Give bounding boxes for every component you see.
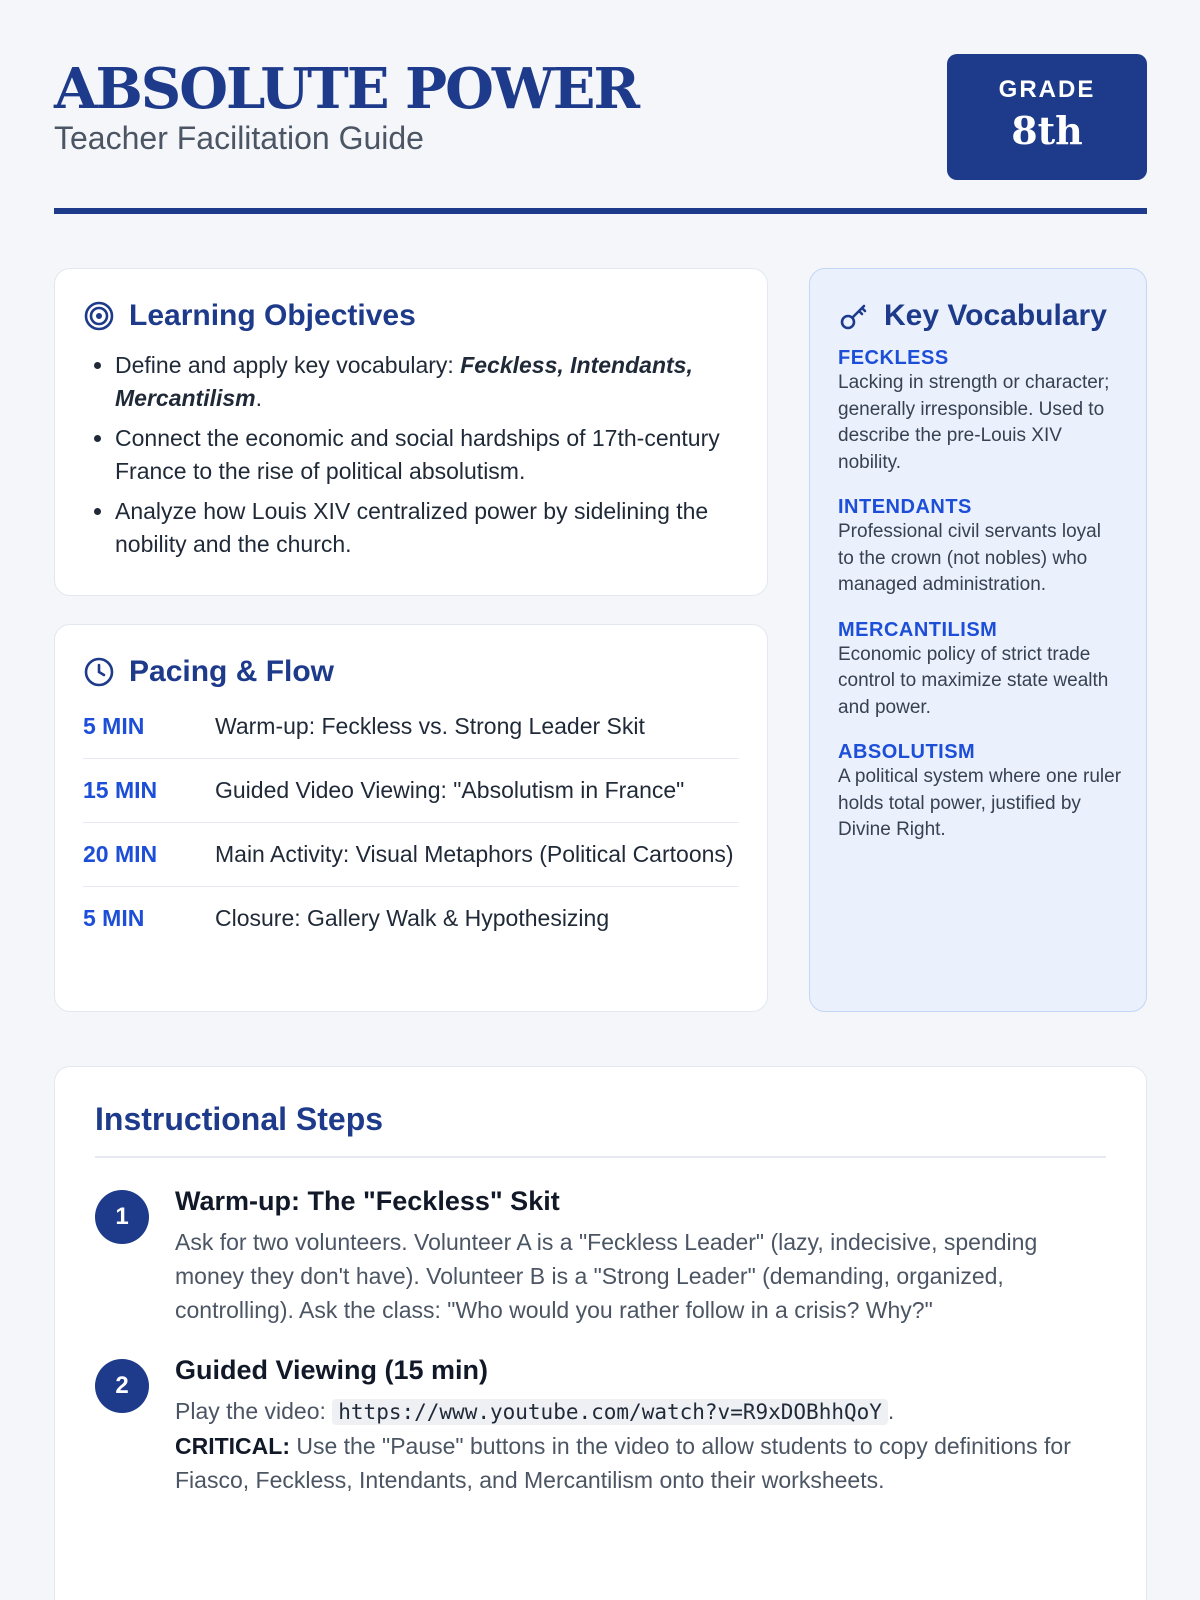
pacing-desc: Guided Video Viewing: "Absolutism in France" xyxy=(215,777,685,803)
grade-badge xyxy=(947,54,1147,180)
pacing-row xyxy=(83,823,739,887)
clock-icon xyxy=(83,656,115,688)
page-header xyxy=(54,54,1147,214)
vocab-term: ABSOLUTISM xyxy=(838,741,976,763)
grade-value: 8th xyxy=(1011,108,1083,153)
key-icon xyxy=(838,300,870,332)
learning-objectives-heading xyxy=(83,299,739,333)
pacing-time: 5 MIN xyxy=(83,905,145,931)
objective-item: • Connect the economic and social hardships of 17th-century France to the rise of political absolutism. xyxy=(115,422,739,488)
objective-item xyxy=(115,349,739,415)
pacing-row xyxy=(83,695,739,759)
pacing-row xyxy=(83,759,739,823)
key-vocabulary-title: Key Vocabulary xyxy=(884,299,1107,332)
pacing-heading xyxy=(83,655,739,689)
objective-prefix: Define and apply key vocabulary: xyxy=(115,352,461,378)
grade-label: GRADE xyxy=(998,76,1096,103)
key-vocabulary-heading xyxy=(838,299,1122,333)
step-title: Warm-up: The "Feckless" Skit xyxy=(175,1186,560,1216)
pacing-desc: Warm-up: Feckless vs. Strong Leader Skit xyxy=(215,713,645,739)
vocab-entry xyxy=(838,741,1122,844)
pacing-title: Pacing & Flow xyxy=(129,655,335,688)
critical-text: Use the "Pause" buttons in the video to allow students to copy definitions for Fiasco, Feckless, Intendants, and Mercantilism onto their worksheets. xyxy=(175,1433,1071,1493)
step-number: 2 xyxy=(95,1359,149,1413)
step-content xyxy=(175,1186,1106,1327)
instructional-steps-card xyxy=(54,1066,1147,1600)
objective-suffix: . xyxy=(255,385,262,411)
vocab-definition: A political system where one ruler holds total power, justified by Divine Right. xyxy=(838,766,1122,840)
critical-label: CRITICAL: xyxy=(175,1433,290,1459)
pacing-time: 20 MIN xyxy=(83,841,158,867)
pacing-time: 5 MIN xyxy=(83,713,145,739)
vocab-entry xyxy=(838,347,1122,476)
vocab-definition: Lacking in strength or character; generally irresponsible. Used to describe the pre-Louis XIV nobility. xyxy=(838,372,1110,473)
learning-objectives-title: Learning Objectives xyxy=(129,299,416,332)
vocab-definition: Economic policy of strict trade control to maximize state wealth and power. xyxy=(838,643,1109,718)
objectives-list xyxy=(83,349,739,561)
pacing-card xyxy=(54,624,768,1012)
page-title: ABSOLUTE POWER xyxy=(54,56,639,122)
target-icon xyxy=(83,300,115,332)
step-content xyxy=(175,1355,1106,1497)
vocab-entry xyxy=(838,619,1122,722)
vocab-term: MERCANTILISM xyxy=(838,618,998,641)
video-url[interactable]: https://www.youtube.com/watch?v=R9xDOBhhQoY xyxy=(332,1399,888,1425)
step-body xyxy=(175,1394,1106,1497)
step-number: 1 xyxy=(95,1190,149,1244)
key-vocabulary-card xyxy=(809,268,1147,1012)
step-item xyxy=(95,1355,1106,1497)
pacing-desc: Main Activity: Visual Metaphors (Political Cartoons) xyxy=(215,841,734,867)
play-suffix: . xyxy=(887,1398,895,1424)
objective-item: • Analyze how Louis XIV centralized power by sidelining the nobility and the church. xyxy=(115,495,739,561)
learning-objectives-card xyxy=(54,268,768,596)
page-subtitle: Teacher Facilitation Guide xyxy=(54,120,424,156)
pacing-desc: Closure: Gallery Walk & Hypothesizing xyxy=(215,905,610,931)
vocab-term: FECKLESS xyxy=(838,347,949,369)
pacing-row xyxy=(83,887,739,950)
objective-terms: Feckless, Intendants, Mercantilism xyxy=(115,352,693,411)
instructional-steps-title: Instructional Steps xyxy=(95,1101,1106,1158)
vocab-definition: Professional civil servants loyal to the crown (not nobles) who managed administration. xyxy=(838,521,1101,595)
vocab-entry xyxy=(838,496,1122,599)
step-body: Ask for two volunteers. Volunteer A is a "Feckless Leader" (lazy, indecisive, spending money they don't have). Volunteer B is a "Strong Leader" (demanding, organized, controlling). Ask the class: "Who would you rather follow in a crisis? Why?" xyxy=(175,1229,1038,1323)
play-prefix: Play the video: xyxy=(175,1398,333,1424)
pacing-time: 15 MIN xyxy=(83,777,158,803)
step-title: Guided Viewing (15 min) xyxy=(175,1355,489,1385)
step-item xyxy=(95,1186,1106,1327)
vocab-term: INTENDANTS xyxy=(838,496,972,518)
